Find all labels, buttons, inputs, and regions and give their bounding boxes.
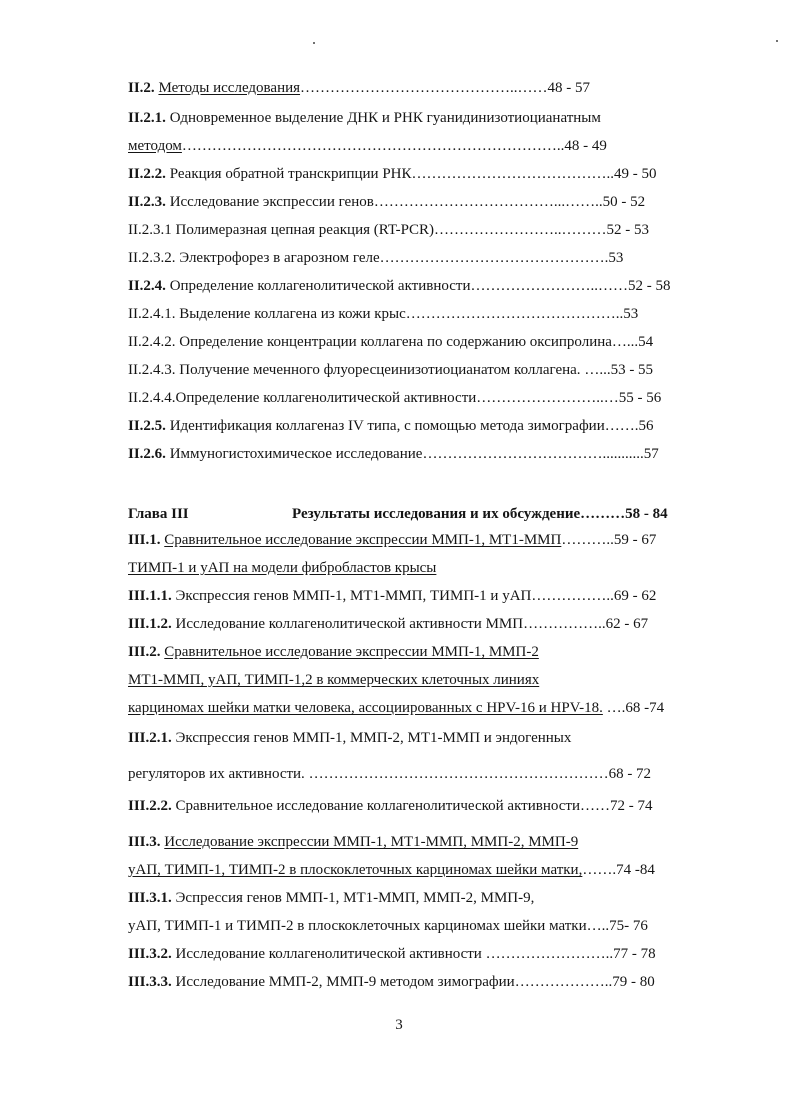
toc-page-range: 56 [638, 418, 654, 434]
toc-leader-dots: ………………………………........... [422, 446, 644, 462]
toc-line [128, 670, 716, 690]
toc-line [128, 916, 716, 936]
toc-entry-title: Исследование коллагенолитической активности ММП [175, 616, 524, 632]
toc-leader-dots: ……………………..…… [470, 278, 628, 294]
toc-page-range: 72 - 74 [609, 798, 653, 814]
toc-section-number: III.3.3. [128, 974, 172, 990]
toc-entry-title: регуляторов их активности. [128, 766, 305, 782]
toc-leader-dots: …………………………………………………… [304, 766, 609, 782]
toc-page-range: 53 - 55 [610, 362, 654, 378]
toc-line [128, 304, 716, 324]
toc-entry-title: ТИМП-1 и уАП на модели фибробластов крысы [128, 560, 437, 576]
scan-speck [313, 42, 315, 44]
toc-entry-title: Иммуногистохимическое исследование [169, 446, 423, 462]
toc-line [128, 698, 716, 718]
toc-page-range: 68 -74 [625, 700, 665, 716]
toc-line [128, 888, 716, 908]
toc-page-range: 49 - 50 [614, 166, 657, 182]
toc-line [128, 558, 716, 578]
toc-line [128, 108, 716, 128]
toc-leader-dots: ……….. [561, 532, 614, 548]
toc-line [128, 832, 716, 852]
toc-page-range: 52 - 53 [606, 222, 649, 238]
toc-line [128, 78, 716, 98]
toc-entry-title: Исследование коллагенолитической активности [175, 946, 482, 962]
toc-leader-dots: ………………………………...…….. [373, 194, 603, 210]
chapter-3-pages: 58 - 84 [625, 506, 668, 522]
toc-entry-title: Идентификация коллагеназ IV типа, с помощью метода зимографии [169, 418, 605, 434]
toc-entry-title: Экспрессия генов ММП-1, МТ1-ММП, ТИМП-1 и уАП [175, 588, 532, 604]
toc-line [128, 444, 716, 464]
chapter-3-title: Результаты исследования и их обсуждение [292, 506, 581, 522]
toc-page-range: 55 - 56 [618, 390, 662, 406]
toc-page-range: 74 -84 [616, 862, 655, 878]
toc-page-range: 50 - 52 [602, 194, 646, 210]
toc-page-range: 79 - 80 [612, 974, 655, 990]
chapter-3-title-line [292, 504, 716, 524]
toc-entry-title: МТ1-ММП, уАП, ТИМП-1,2 в коммерческих клеточных линиях [128, 672, 540, 688]
chapter-3-dots: ……… [580, 506, 626, 522]
toc-page-range: 77 - 78 [613, 946, 656, 962]
toc-leader-dots: ……………….. [514, 974, 613, 990]
toc-entry-title: Сравнительное исследование коллагенолитической активности [175, 798, 580, 814]
toc-line [128, 332, 716, 352]
toc-section-number: III.2.1. [128, 730, 172, 746]
toc-section-number: II.2.2. [128, 166, 166, 182]
toc-entry-title: Методы исследования [158, 80, 301, 96]
toc-leader-dots: …………………………………….. [405, 306, 624, 322]
toc-entry-title: уАП, ТИМП-1 и ТИМП-2 в плоскоклеточных карциномах шейки матки [128, 918, 587, 934]
toc-line [128, 972, 716, 992]
toc-entry-title: II.2.4.3. Получение меченного флуоресцеинизотиоцианатом коллагена. [128, 362, 581, 378]
toc-line [128, 164, 716, 184]
toc-line [128, 944, 716, 964]
toc-section-number: III.3.1. [128, 890, 172, 906]
toc-section-number: II.2.6. [128, 446, 166, 462]
toc-line [128, 220, 716, 240]
toc-entry-title: Исследование ММП-2, ММП-9 методом зимографии [175, 974, 515, 990]
toc-line [128, 248, 716, 268]
toc-entry-title: II.2.4.2. Определение концентрации коллагена по содержанию оксипролина [128, 334, 612, 350]
toc-page-range: 52 - 58 [628, 278, 671, 294]
toc-entry-title: Сравнительное исследование экспрессии ММП-1, ММП-2 [164, 644, 539, 660]
toc-entry-title: Сравнительное исследование экспрессии ММП-1, МТ1-ММП [164, 532, 562, 548]
toc-entry-title: Исследование экспрессии ММП-1, МТ1-ММП, ММП-2, ММП-9 [164, 834, 579, 850]
page-number: 3 [395, 1017, 403, 1033]
toc-line [128, 530, 716, 550]
toc-entry-title: карциномах шейки матки человека, ассоциированных с HPV-16 и HPV-18. [128, 700, 603, 716]
toc-line [128, 642, 716, 662]
toc-section-number: III.3. [128, 834, 161, 850]
toc-leader-dots: …. [602, 700, 626, 716]
toc-section-number: III.2.2. [128, 798, 172, 814]
toc-entry-title: II.2.3.1 Полимеразная цепная реакция (RT-PCR) [128, 222, 434, 238]
toc-entry-title: методом [128, 138, 182, 154]
toc-page-range: 62 - 67 [605, 616, 649, 632]
toc-page-range: 75- 76 [609, 918, 648, 934]
toc-entry-title: II.2.4.4.Определение коллагенолитической активности [128, 390, 477, 406]
toc-page-range: 48 - 49 [564, 138, 607, 154]
toc-leader-dots: ………………………………………. [379, 250, 609, 266]
toc-line [128, 586, 716, 606]
toc-entry-title: II.2.4.1. Выделение коллагена из кожи крыс [128, 306, 406, 322]
toc-leader-dots: ……………………..……… [433, 222, 607, 238]
toc-line [128, 728, 716, 748]
toc-leader-dots: …………….. [523, 616, 606, 632]
toc-section-number: III.1. [128, 532, 161, 548]
toc-entry-title: Реакция обратной транскрипции РНК [169, 166, 412, 182]
chapter-3-label: Глава III [128, 506, 189, 522]
toc-leader-dots: ……. [582, 862, 617, 878]
toc-section-number: III.1.1. [128, 588, 172, 604]
toc-section-number: II.2. [128, 80, 155, 96]
toc-line [128, 416, 716, 436]
toc-page-range: 54 [638, 334, 654, 350]
toc-line [128, 360, 716, 380]
toc-section-number: II.2.1. [128, 110, 166, 126]
toc-section-number: II.2.4. [128, 278, 166, 294]
toc-entry-title: уАП, ТИМП-1, ТИМП-2 в плоскоклеточных карциномах шейки матки, [128, 862, 583, 878]
toc-page-range: 53 [608, 250, 624, 266]
toc-section-number: III.3.2. [128, 946, 172, 962]
toc-line [128, 388, 716, 408]
toc-line [128, 764, 716, 784]
toc-page-range: 48 - 57 [547, 80, 591, 96]
toc-line [128, 276, 716, 296]
toc-entry-title: II.2.3.2. Электрофорез в агарозном геле [128, 250, 380, 266]
toc-leader-dots: …………….. [531, 588, 614, 604]
toc-line [128, 860, 716, 880]
toc-section-number: II.2.5. [128, 418, 166, 434]
toc-section-number: II.2.3. [128, 194, 166, 210]
toc-leader-dots: ……………………………………..…… [300, 80, 548, 96]
toc-line [128, 796, 716, 816]
toc-entry-title: Исследование экспрессии генов [169, 194, 374, 210]
toc-leader-dots: …... [580, 362, 611, 378]
toc-entry-title: Определение коллагенолитической активности [169, 278, 471, 294]
toc-line [128, 136, 716, 156]
toc-leader-dots: …... [611, 334, 639, 350]
toc-entry-title: Эспрессия генов ММП-1, МТ1-ММП, ММП-2, ММП-9, [175, 890, 535, 906]
toc-entry-title: Одновременное выделение ДНК и РНК гуанидинизотиоцианатным [169, 110, 601, 126]
toc-leader-dots: ………………………………………………………………….. [181, 138, 565, 154]
toc-page-range: 68 - 72 [608, 766, 652, 782]
toc-section-number: III.2. [128, 644, 161, 660]
toc-leader-dots: ……………………..… [476, 390, 619, 406]
toc-leader-dots: …… [579, 798, 610, 814]
toc-page-range: 53 [623, 306, 639, 322]
toc-page-range: 59 - 67 [613, 532, 657, 548]
toc-line [128, 192, 716, 212]
toc-line [128, 614, 716, 634]
toc-page-range: 69 - 62 [613, 588, 657, 604]
toc-page-range: 57 [643, 446, 659, 462]
toc-leader-dots: ….. [586, 918, 610, 934]
toc-entry-title: Экспрессия генов ММП-1, ММП-2, МТ1-ММП и эндогенных [175, 730, 572, 746]
toc-leader-dots: ……. [604, 418, 639, 434]
toc-leader-dots: ………………………………….. [411, 166, 615, 182]
toc-leader-dots: …………………….. [481, 946, 614, 962]
toc-section-number: III.1.2. [128, 616, 172, 632]
scan-speck [776, 40, 778, 42]
